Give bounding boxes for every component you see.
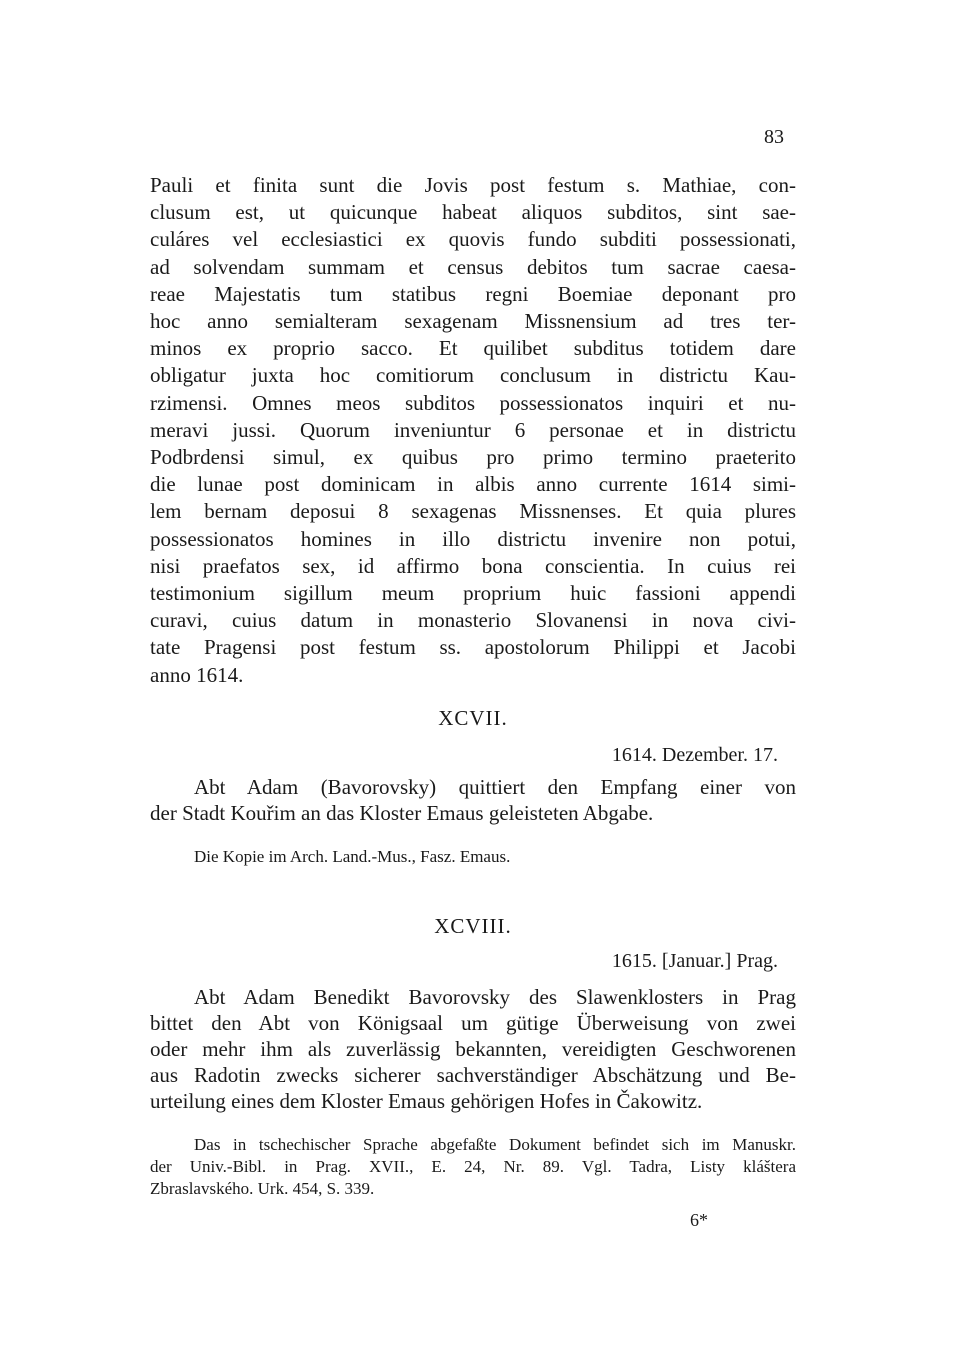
main-latin-text [150,172,796,689]
text-line: minos ex proprio sacco. Et quilibet subditus totidem dare [150,336,796,361]
text-line: curavi, cuius datum in monasterio Slovanensi in nova civi- [150,608,796,633]
text-line: nisi praefatos sex, id affirmo bona conscientia. In cuius rei [150,553,796,578]
text-line: lem bernam deposui 8 sexagenas Missnenses. Et quia plures [150,499,796,524]
regest-line: Abt Adam (Bavorovsky) quittiert den Empfang einer von [194,775,796,799]
note-line: Die Kopie im Arch. Land.-Mus., Fasz. Emaus. [194,847,511,866]
text-line: tate Pragensi post festum ss. apostolorum Philippi et Jacobi [150,635,796,660]
text-line: clusum est, ut quicunque habeat aliquos subditos, sint sae- [150,200,796,225]
text-line: culáres vel ecclesiastici ex quovis fundo subditi possessionati, [150,227,796,252]
source-note-xcvii [150,846,796,868]
text-line: reae Majestatis tum statibus regni Boemiae deponant pro [150,281,796,306]
document-date-xcvii: 1614. Dezember. 17. [611,744,778,766]
note-line: Zbraslavského. Urk. 454, S. 339. [150,1179,375,1198]
regest-line: bittet den Abt von Königsaal um gütige Überweisung von zwei [150,1011,796,1035]
signature-mark: 6* [690,1210,708,1230]
text-line: meravi jussi. Quorum inveniuntur 6 personae et in districtu [150,417,796,442]
text-line: rzimensi. Omnes meos subditos possessionatos inquiri et nu- [150,390,796,415]
text-line: Pauli et finita sunt die Jovis post festum s. Mathiae, con- [150,173,796,197]
document-number-xcviii: XCVIII. [434,914,512,938]
note-line: der Univ.-Bibl. in Prag. XVII., E. 24, Nr. 89. Vgl. Tadra, Listy kláštera [150,1157,796,1176]
regest-line: urteilung eines dem Kloster Emaus gehörigen Hofes in Čakowitz. [150,1089,703,1113]
text-line: hoc anno semialteram sexagenam Missnensium ad tres ter- [150,309,796,334]
regest-line: der Stadt Kouřim an das Kloster Emaus geleisteten Abgabe. [150,801,654,825]
regest-xcvii [150,774,796,826]
document-date-xcviii: 1615. [Januar.] Prag. [611,950,778,972]
note-line: Das in tschechischer Sprache abgefaßte Dokument befindet sich im Manuskr. [194,1135,796,1154]
source-note-xcviii [150,1134,796,1200]
text-line: testimonium sigillum meum proprium huic fassioni appendi [150,581,796,606]
text-line: anno 1614. [150,662,244,687]
regest-line: Abt Adam Benedikt Bavorovsky des Slawenklosters in Prag [194,985,796,1009]
text-line: ad solvendam summam et census debitos tum sacrae caesa- [150,254,796,279]
text-line: Podbrdensi simul, ex quibus pro primo termino praeterito [150,445,796,470]
regest-xcviii [150,984,796,1114]
text-line: obligatur juxta hoc comitiorum conclusum in districtu Kau- [150,363,796,388]
document-number-xcvii: XCVII. [438,706,508,730]
regest-line: oder mehr ihm als zuverlässig bekannten, vereidigten Geschworenen [150,1037,796,1061]
regest-line: aus Radotin zwecks sicherer sachverständiger Abschätzung und Be- [150,1063,796,1087]
page-number: 83 [764,126,784,148]
text-line: die lunae post dominicam in albis anno currente 1614 simi- [150,472,796,497]
text-line: possessionatos homines in illo districtu invenire non potui, [150,526,796,551]
